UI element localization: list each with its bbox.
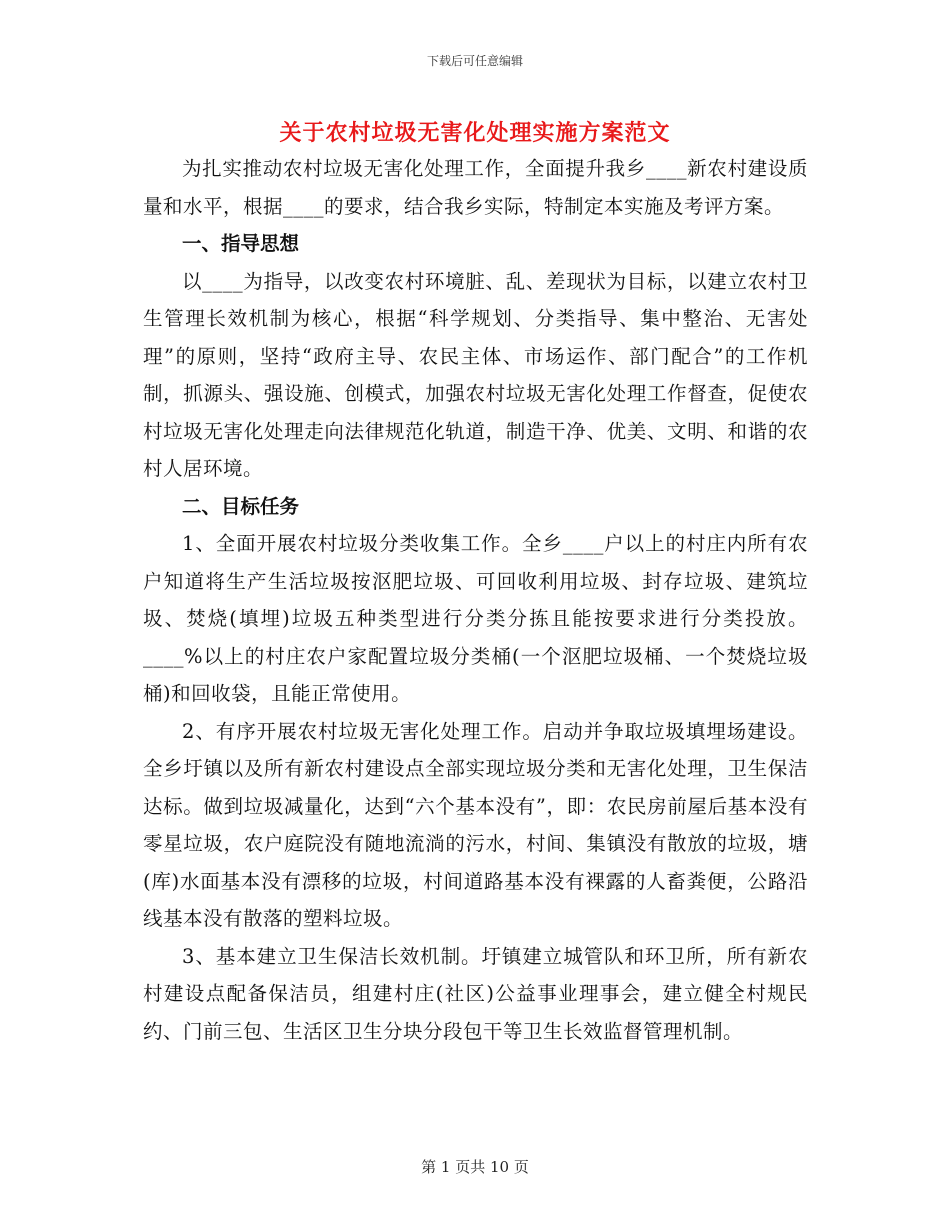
goal-item-2: 2、有序开展农村垃圾无害化处理工作。启动并争取垃圾填埋场建设。全乡圩镇以及所有新农村建设点全部实现垃圾分类和无害化处理，卫生保洁达标。做到垃圾减量化，达到“六个基本没有”，即：农民房前屋后基本没有零星垃圾，农户庭院没有随地流淌的污水，村间、集镇没有散放的垃圾，塘(库)水面基本没有漂移的垃圾，村间道路基本没有裸露的人畜粪便，公路沿线基本没有散落的塑料垃圾。 — [143, 719, 808, 930]
page-footer: 第 1 页共 10 页 — [421, 1158, 529, 1176]
goal-item-1: 1、全面开展农村垃圾分类收集工作。全乡____户以上的村庄内所有农户知道将生产生活垃圾按沤肥垃圾、可回收利用垃圾、封存垃圾、建筑垃圾、焚烧(填埋)垃圾五种类型进行分类分拣且能按要求进行分类投放。____%以上的村庄农户家配置垃圾分类桶(一个沤肥垃圾桶、一个焚烧垃圾桶)和回收袋，且能正常使用。 — [143, 532, 808, 705]
section-heading-guiding-ideology: 一、指导思想 — [182, 232, 300, 255]
page-header-note: 下载后可任意编辑 — [426, 54, 523, 68]
document-title: 关于农村垃圾无害化处理实施方案范文 — [279, 120, 671, 146]
guiding-ideology-paragraph: 以____为指导，以改变农村环境脏、乱、差现状为目标，以建立农村卫生管理长效机制为核心，根据“科学规划、分类指导、集中整治、无害处理”的原则，坚持“政府主导、农民主体、市场运作、部门配合”的工作机制，抓源头、强设施、创模式，加强农村垃圾无害化处理工作督查，促使农村垃圾无害化处理走向法律规范化轨道，制造干净、优美、文明、和谐的农村人居环境。 — [143, 269, 808, 480]
document-body — [143, 150, 808, 1050]
goal-item-3: 3、基本建立卫生保洁长效机制。圩镇建立城管队和环卫所，所有新农村建设点配备保洁员，组建村庄(社区)公益事业理事会，建立健全村规民约、门前三包、生活区卫生分块分段包干等卫生长效监督管理机制。 — [143, 944, 808, 1043]
intro-paragraph: 为扎实推动农村垃圾无害化处理工作，全面提升我乡____新农村建设质量和水平，根据____的要求，结合我乡实际，特制定本实施及考评方案。 — [143, 157, 808, 218]
section-heading-goals: 二、目标任务 — [182, 494, 300, 518]
